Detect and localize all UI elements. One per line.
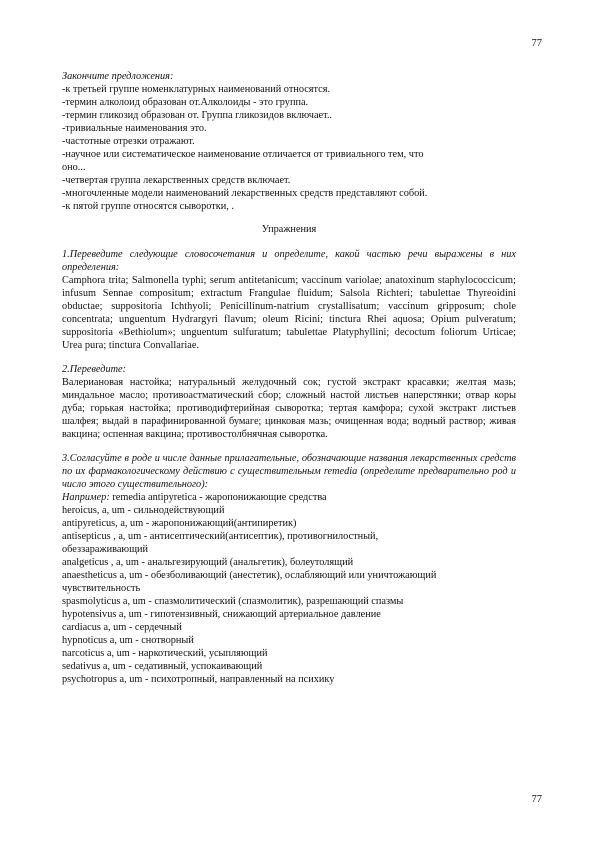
list-item: чувствительность	[62, 583, 141, 594]
example-label: Например:	[62, 492, 110, 503]
list-item: analgeticus , a, um - анальгезирующий (анальгетик), болеутолящий	[62, 557, 354, 568]
list-item: -к третьей группе номенклатурных наименований относятся.	[62, 84, 331, 95]
list-item: -многочленные модели наименований лекарственных средств представляют собой.	[62, 188, 428, 199]
list-item: -тривиальные наименования это.	[62, 123, 207, 134]
exercise-3-list	[62, 504, 516, 686]
page-content	[62, 70, 516, 686]
list-item: -термин алколоид образован от.Алколоиды - это группа.	[62, 97, 309, 108]
list-item: heroicus, a, um - сильнодействующий	[62, 505, 225, 516]
list-item: antisepticus , a, um - антисептический(антисептик), противогнилостный,	[62, 531, 379, 542]
list-item: anaestheticus a, um - обезболивающий (анестетик), ослабляющий или уничтожающий	[62, 570, 437, 581]
exercise-1-text: Camphora trita; Salmonella typhi; serum antitetanicum; vaccinum variolae; anatoxinum staphylococcicum; infusum Sennae compositum; extractum Frangulae fluidum; Salsola Richteri; tabulettae Thyreoidini obductae; suppositoria Ichthyoli; Penicillinum-natrium crystallisatum; vaccinum gripposum; chole concentrata; unguentum Hydrargyri flavum; oleum Ricini; tinctura Rhei aquosa; Opium pulveratum; suppositoria «Bethiolum»; unguentum sulfuratum; tabulettae Platyphyllini; decoctum foliorum Urticae; Urea pura; tinctura Convallariae.	[62, 275, 516, 351]
exercise-3-task: 3.Согласуйте в роде и числе данные прилагательные, обозначающие названия лекарственных средств по их фармакологическому действию с существительным remedia (определите предварительно род и число этого существительного):	[62, 453, 516, 490]
complete-sentences-list	[62, 83, 516, 213]
exercise-1-task: 1.Переведите следующие словосочетания и определите, какой частью речи выражены в них определения:	[62, 249, 516, 273]
exercises-title: Упражнения	[261, 224, 317, 235]
exercise-2-task: 2.Переведите:	[62, 364, 127, 375]
exercise-3-example	[62, 491, 516, 504]
list-item: -научное или систематическое наименование отличается от тривиального тем, что	[62, 149, 424, 160]
list-item: antipyreticus, a, um - жаропонижающий(антипиретик)	[62, 518, 297, 529]
list-item: -четвертая группа лекарственных средств включает.	[62, 175, 291, 186]
list-item: hypotensivus a, um - гипотензивный, снижающий артериальное давление	[62, 609, 381, 620]
list-item: -термин гликозид образован от. Группа гликозидов включает..	[62, 110, 333, 121]
page-number-top: 77	[531, 38, 542, 49]
list-item: -частотные отрезки отражают.	[62, 136, 195, 147]
list-item: sedativus a, um - седативный, успокаивающий	[62, 661, 263, 672]
list-item: оно...	[62, 162, 86, 173]
list-item: hypnoticus a, um - снотворный	[62, 635, 194, 646]
exercise-2-text: Валериановая настойка; натуральный желудочный сок; густой экстракт красавки; желтая мазь; миндальное масло; противоастматический сбор; сложный настой листьев наперстянки; отвар коры дуба; горькая настойка; противодифтерийная сыворотка; тертая камфора; сухой экстракт листьев шалфея; выдай в парафинированной бумаге; цинковая мазь; очищенная вода; водный раствор; живая вакцина; оспенная вакцина; противостолбнячная сыворотка.	[62, 377, 516, 440]
list-item: обеззараживающий	[62, 544, 149, 555]
list-item: psychotropus a, um - психотропный, направленный на психику	[62, 674, 335, 685]
list-item: cardiacus a, um - сердечный	[62, 622, 182, 633]
complete-sentences-heading: Закончите предложения:	[62, 71, 174, 82]
page-number-bottom: 77	[531, 794, 542, 805]
example-text: remedia antipyretica - жаропонижающие средства	[109, 492, 327, 503]
list-item: spasmolyticus a, um - спазмолитический (спазмолитик), разрешающий спазмы	[62, 596, 404, 607]
list-item: -к пятой группе относятся сыворотки, .	[62, 201, 234, 212]
list-item: narcoticus a, um - наркотический, усыпляющий	[62, 648, 268, 659]
